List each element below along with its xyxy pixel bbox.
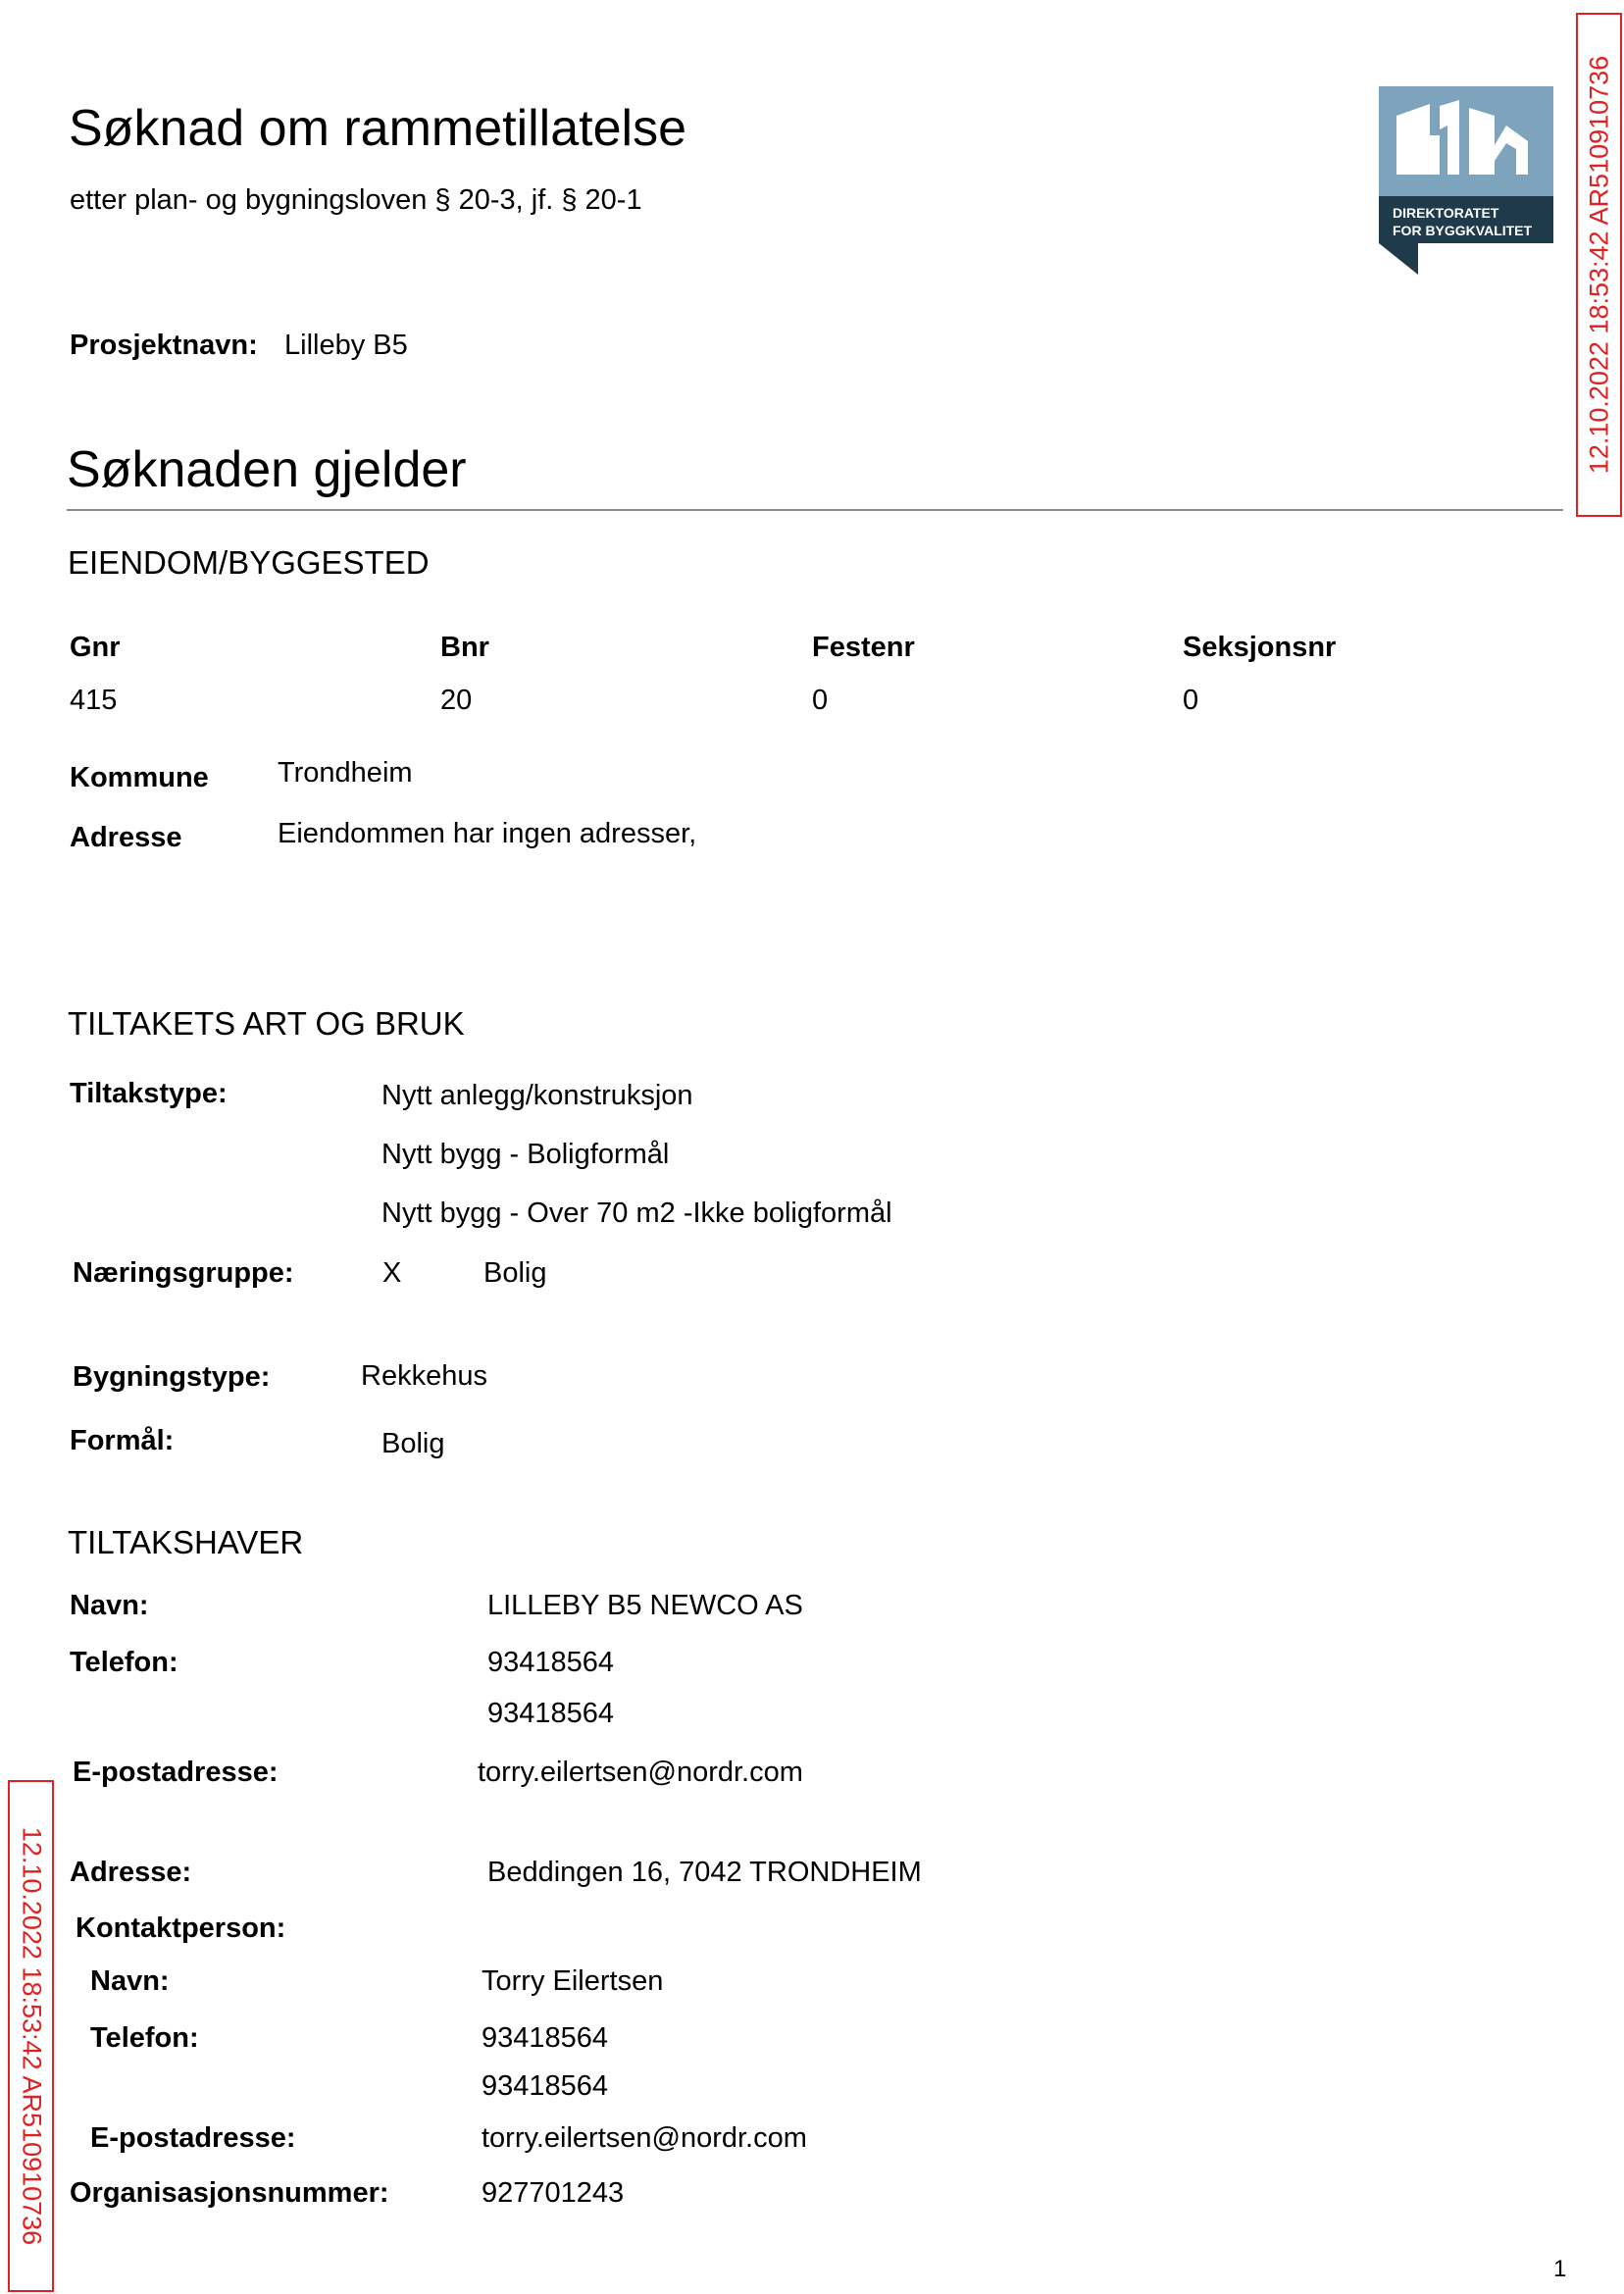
- adresse-value: Eiendommen har ingen adresser,: [278, 818, 697, 849]
- bnr-label: Bnr: [440, 632, 489, 663]
- naeringsgruppe-value: Bolig: [483, 1257, 547, 1289]
- eiendom-heading: EIENDOM/BYGGESTED: [68, 544, 430, 581]
- formal-value: Bolig: [381, 1428, 445, 1459]
- tiltakshaver-epost-label: E-postadresse:: [73, 1757, 279, 1788]
- timestamp-stamp-right-text: 12.10.2022 18:53:42 AR510910736: [1584, 55, 1613, 475]
- kontaktperson-label: Kontaktperson:: [76, 1912, 286, 1944]
- seksjonsnr-label: Seksjonsnr: [1183, 632, 1337, 663]
- festenr-label: Festenr: [812, 632, 915, 663]
- kommune-label: Kommune: [70, 762, 209, 793]
- bnr-value: 20: [440, 685, 473, 716]
- kommune-value: Trondheim: [278, 757, 413, 789]
- kontakt-navn-label: Navn:: [90, 1965, 170, 1997]
- bygningstype-label: Bygningstype:: [73, 1361, 271, 1393]
- bygningstype-value: Rekkehus: [361, 1360, 487, 1392]
- document-subtitle: etter plan- og bygningsloven § 20-3, jf. § 20-1: [70, 184, 642, 216]
- adresse-label: Adresse: [70, 822, 182, 853]
- dibk-logo: [1379, 86, 1553, 277]
- tiltakstype-label: Tiltakstype:: [70, 1078, 228, 1109]
- tiltakstype-value-3: Nytt bygg - Over 70 m2 -Ikke boligformål: [381, 1198, 892, 1229]
- kontakt-navn-value: Torry Eilertsen: [482, 1965, 664, 1997]
- organisasjonsnummer-value: 927701243: [482, 2177, 625, 2209]
- document-title: Søknad om rammetillatelse: [69, 100, 686, 157]
- naeringsgruppe-label: Næringsgruppe:: [73, 1257, 294, 1289]
- timestamp-stamp-left-text: 12.10.2022 18:53:42 AR510910736: [17, 1826, 46, 2246]
- seksjonsnr-value: 0: [1183, 685, 1199, 716]
- naeringsgruppe-code: X: [382, 1257, 402, 1289]
- page-number: 1: [1553, 2256, 1567, 2282]
- kontakt-epost-label: E-postadresse:: [90, 2122, 296, 2154]
- tiltakshaver-navn-label: Navn:: [70, 1590, 149, 1621]
- tiltakshaver-heading: TILTAKSHAVER: [68, 1524, 304, 1560]
- kontakt-telefon-value-1: 93418564: [482, 2022, 609, 2054]
- gnr-value: 415: [70, 685, 118, 716]
- tiltakshaver-telefon-value-2: 93418564: [487, 1698, 615, 1729]
- project-value: Lilleby B5: [284, 330, 408, 361]
- tiltakstype-value-1: Nytt anlegg/konstruksjon: [381, 1080, 693, 1111]
- formal-label: Formål:: [70, 1425, 175, 1456]
- tiltakshaver-navn-value: LILLEBY B5 NEWCO AS: [487, 1590, 803, 1621]
- tiltakstype-value-2: Nytt bygg - Boligformål: [381, 1139, 670, 1170]
- gnr-label: Gnr: [70, 632, 121, 663]
- tiltakshaver-telefon-value-1: 93418564: [487, 1647, 615, 1678]
- kontakt-epost-value: torry.eilertsen@nordr.com: [482, 2122, 807, 2154]
- tiltakshaver-adresse-label: Adresse:: [70, 1857, 192, 1888]
- organisasjonsnummer-label: Organisasjonsnummer:: [70, 2177, 389, 2209]
- timestamp-stamp-right: [1576, 13, 1622, 517]
- tiltakshaver-adresse-value: Beddingen 16, 7042 TRONDHEIM: [487, 1857, 922, 1888]
- tiltakshaver-telefon-label: Telefon:: [70, 1647, 178, 1678]
- project-label: Prosjektnavn:: [70, 330, 258, 361]
- section-divider: [67, 509, 1563, 511]
- timestamp-stamp-left: [8, 1780, 54, 2292]
- festenr-value: 0: [812, 685, 829, 716]
- logo-line1: DIREKTORATET: [1393, 205, 1499, 221]
- logo-line2: FOR BYGGKVALITET: [1393, 223, 1533, 238]
- tiltakshaver-epost-value: torry.eilertsen@nordr.com: [478, 1757, 803, 1788]
- kontakt-telefon-value-2: 93418564: [482, 2070, 609, 2102]
- section-title: Søknaden gjelder: [67, 441, 467, 498]
- kontakt-telefon-label: Telefon:: [90, 2022, 199, 2054]
- tiltak-heading: TILTAKETS ART OG BRUK: [68, 1005, 465, 1042]
